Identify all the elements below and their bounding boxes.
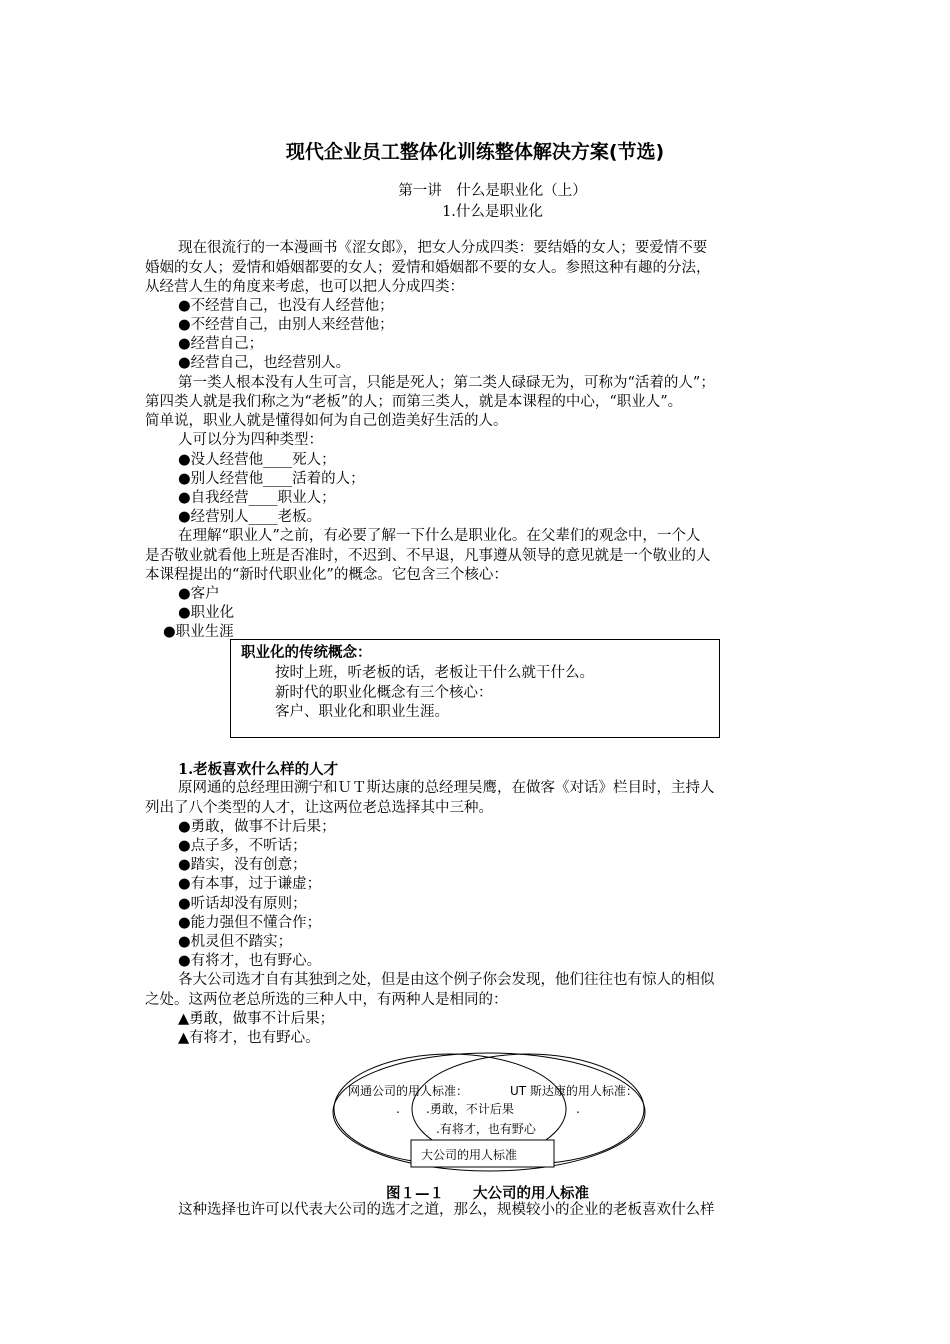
paragraph-line: 各大公司选才自有其独到之处，但是由这个例子你会发现，他们往往也有惊人的相似	[178, 972, 715, 988]
figure-caption: 图１—１ 大公司的用人标准	[386, 1185, 589, 1202]
list-item: ●不经营自己，也没有人经营他；	[178, 298, 394, 314]
list-item: ●没人经营他____死人；	[178, 452, 336, 468]
box-line: 新时代的职业化概念有三个核心：	[275, 685, 493, 701]
common-item: .有将才，也有野心	[436, 1122, 536, 1136]
paragraph-line: 第四类人就是我们称之为“老板”的人；而第三类人，就是本课程的中心，“职业人”。	[145, 394, 683, 410]
list-item: ●能力强但不懂合作；	[178, 915, 322, 931]
box-line: 按时上班，听老板的话，老板让干什么就干什么。	[275, 665, 594, 681]
paragraph-line: 人可以分为四种类型：	[178, 432, 323, 448]
paragraph-line: 原网通的总经理田溯宁和ＵＴ斯达康的总经理吴鹰，在做客《对话》栏目时，主持人	[178, 780, 715, 796]
document-title: 现代企业员工整体化训练整体解决方案(节选)	[285, 141, 665, 163]
label-box-text: 大公司的用人标准	[421, 1148, 518, 1162]
paragraph-line: 本课程提出的“新时代职业化”的概念。它包含三个核心：	[145, 567, 508, 583]
paragraph-line: 之处。这两位老总所选的三种人中，有两种人是相同的：	[145, 992, 508, 1008]
left-dot: .	[396, 1102, 400, 1116]
list-item: ●经营自己；	[178, 336, 264, 352]
paragraph-line: 婚姻的女人；爱情和婚姻都要的女人；爱情和婚姻都不要的女人。参照这种有趣的分法，	[145, 260, 711, 276]
list-item: ●有本事，过于谦虚；	[178, 876, 322, 892]
left-label: 网通公司的用人标准：	[348, 1084, 469, 1098]
list-item: ●勇敢，做事不计后果；	[178, 819, 336, 835]
paragraph-line: 第一类人根本没有人生可言，只能是死人；第二类人碌碌无为，可称为“活着的人”；	[178, 375, 715, 391]
list-item: ▲勇敢，做事不计后果；	[178, 1011, 335, 1027]
list-item: ●经营别人____老板。	[178, 509, 322, 525]
list-item: ●点子多，不听话；	[178, 838, 307, 854]
list-item: ●机灵但不踏实；	[178, 934, 293, 950]
paragraph-line: 现在很流行的一本漫画书《涩女郎》，把女人分成四类：要结婚的女人；要爱情不要	[178, 240, 708, 256]
paragraph-line: 在理解“职业人”之前，有必要了解一下什么是职业化。在父辈们的观念中，一个人	[178, 528, 701, 544]
common-item: .勇敢，不计后果	[426, 1102, 514, 1116]
list-item: ●不经营自己，由别人来经营他；	[178, 317, 394, 333]
paragraph-line: 列出了八个类型的人才，让这两位老总选择其中三种。	[145, 800, 493, 816]
paragraph-line: 这种选择也许可以代表大公司的选才之道，那么，规模较小的企业的老板喜欢什么样	[178, 1202, 715, 1218]
paragraph-line: 是否敬业就看他上班是否准时，不迟到、不早退，凡事遵从领导的意见就是一个敬业的人	[145, 548, 711, 564]
paragraph-line: 简单说，职业人就是懂得如何为自己创造美好生活的人。	[145, 413, 508, 429]
right-dot: .	[576, 1102, 580, 1116]
list-item: ▲有将才，也有野心。	[178, 1030, 320, 1046]
list-item: ●客户	[178, 586, 220, 602]
list-item: ●职业生涯	[163, 624, 234, 640]
subsection-heading: 1.老板喜欢什么样的人才	[178, 761, 339, 778]
list-item: ●职业化	[178, 605, 235, 621]
section-heading: 1.什么是职业化	[442, 204, 543, 220]
list-item: ●踏实，没有创意；	[178, 857, 307, 873]
paragraph-line: 从经营人生的角度来考虑，也可以把人分成四类：	[145, 279, 464, 295]
list-item: ●经营自己，也经营别人。	[178, 355, 351, 371]
box-heading: 职业化的传统概念：	[241, 644, 372, 661]
list-item: ●有将才，也有野心。	[178, 953, 322, 969]
right-label: UT 斯达康的用人标准：	[510, 1084, 638, 1098]
list-item: ●别人经营他____活着的人；	[178, 471, 365, 487]
list-item: ●听话却没有原则；	[178, 896, 307, 912]
lecture-heading: 第一讲 什么是职业化（上）	[398, 183, 587, 199]
list-item: ●自我经营____职业人；	[178, 490, 336, 506]
box-line: 客户、职业化和职业生涯。	[275, 704, 449, 720]
